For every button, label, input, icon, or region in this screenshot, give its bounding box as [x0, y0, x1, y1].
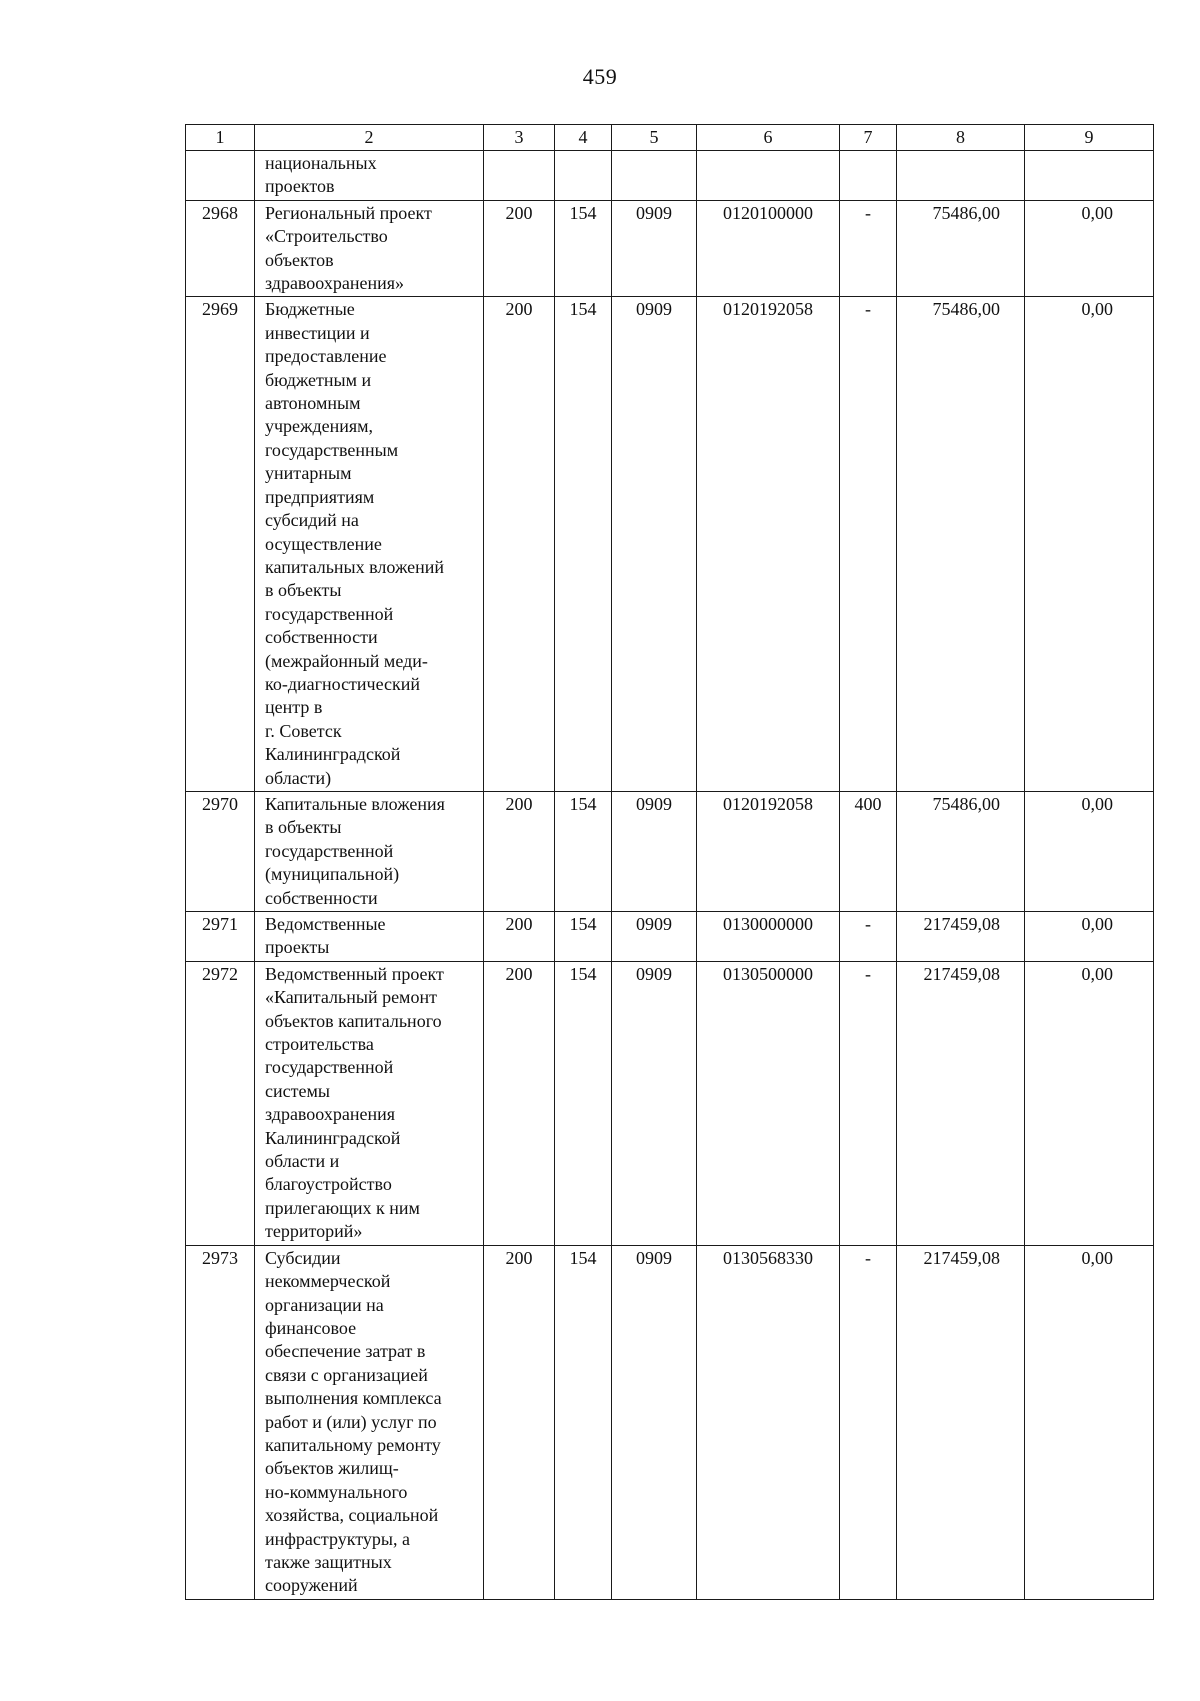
row-col-8: 75486,00: [897, 791, 1025, 911]
row-col-9: 0,00: [1025, 791, 1154, 911]
row-name: Ведомственные проекты: [255, 912, 484, 962]
header-col-9: 9: [1025, 125, 1154, 151]
header-col-8: 8: [897, 125, 1025, 151]
continuation-row: [186, 151, 1154, 201]
row-col-7: -: [840, 297, 897, 792]
row-col-4: 154: [555, 200, 612, 297]
row-col-7: -: [840, 961, 897, 1245]
header-col-3: 3: [484, 125, 555, 151]
table-row: [186, 791, 1154, 911]
row-col-3: 200: [484, 200, 555, 297]
header-row: [186, 125, 1154, 151]
row-col-3: [484, 151, 555, 201]
row-col-9: 0,00: [1025, 961, 1154, 1245]
row-col-5: [612, 151, 697, 201]
row-number: 2973: [186, 1245, 255, 1599]
row-col-8: 217459,08: [897, 961, 1025, 1245]
table-row: [186, 297, 1154, 792]
row-col-6: 0120100000: [697, 200, 840, 297]
row-col-4: 154: [555, 1245, 612, 1599]
header-col-5: 5: [612, 125, 697, 151]
row-col-8: 217459,08: [897, 912, 1025, 962]
row-col-7: 400: [840, 791, 897, 911]
row-col-9: 0,00: [1025, 200, 1154, 297]
row-col-3: 200: [484, 1245, 555, 1599]
row-number: 2971: [186, 912, 255, 962]
budget-table: [185, 124, 1154, 1600]
row-col-3: 200: [484, 961, 555, 1245]
row-col-5: 0909: [612, 912, 697, 962]
row-number: [186, 151, 255, 201]
row-col-8: 75486,00: [897, 297, 1025, 792]
row-col-7: -: [840, 912, 897, 962]
table-row: [186, 912, 1154, 962]
row-name: Региональный проект «Строительство объектов здравоохранения»: [255, 200, 484, 297]
table-row: [186, 200, 1154, 297]
header-col-6: 6: [697, 125, 840, 151]
row-col-9: 0,00: [1025, 912, 1154, 962]
row-col-3: 200: [484, 912, 555, 962]
row-name: национальных проектов: [255, 151, 484, 201]
row-col-5: 0909: [612, 791, 697, 911]
row-col-5: 0909: [612, 1245, 697, 1599]
row-name: Капитальные вложения в объекты государственной (муниципальной) собственности: [255, 791, 484, 911]
row-col-9: 0,00: [1025, 1245, 1154, 1599]
row-col-8: [897, 151, 1025, 201]
row-col-5: 0909: [612, 297, 697, 792]
header-col-1: 1: [186, 125, 255, 151]
row-col-4: 154: [555, 961, 612, 1245]
row-col-4: 154: [555, 912, 612, 962]
header-col-7: 7: [840, 125, 897, 151]
row-col-6: 0130000000: [697, 912, 840, 962]
row-col-3: 200: [484, 791, 555, 911]
row-col-4: 154: [555, 791, 612, 911]
table-row: [186, 961, 1154, 1245]
row-number: 2968: [186, 200, 255, 297]
row-col-5: 0909: [612, 961, 697, 1245]
row-number: 2972: [186, 961, 255, 1245]
header-col-4: 4: [555, 125, 612, 151]
row-number: 2970: [186, 791, 255, 911]
row-col-8: 217459,08: [897, 1245, 1025, 1599]
row-col-6: 0130500000: [697, 961, 840, 1245]
page-number: 459: [582, 64, 618, 89]
row-col-8: 75486,00: [897, 200, 1025, 297]
row-name: Субсидии некоммерческой организации на финансовое обеспечение затрат в связи с организацией выполнения комплекса работ и (или) услуг по капитальному ремонту объектов жилищ- но-коммунального хозяйства, социальной инфраструктуры, а также защитных сооружений: [255, 1245, 484, 1599]
row-col-7: [840, 151, 897, 201]
table-row: [186, 1245, 1154, 1599]
row-col-9: 0,00: [1025, 297, 1154, 792]
row-col-9: [1025, 151, 1154, 201]
header-col-2: 2: [255, 125, 484, 151]
row-col-6: [697, 151, 840, 201]
row-col-3: 200: [484, 297, 555, 792]
row-name: Бюджетные инвестиции и предоставление бюджетным и автономным учреждениям, государственным унитарным предприятиям субсидий на осуществление капитальных вложений в объекты государственной собственности (межрайонный меди- ко-диагностический центр в г. Советск Калининградской области): [255, 297, 484, 792]
row-col-7: -: [840, 1245, 897, 1599]
row-name: Ведомственный проект «Капитальный ремонт объектов капитального строительства государственной системы здравоохранения Калининградской области и благоустройство прилегающих к ним территорий»: [255, 961, 484, 1245]
row-col-7: -: [840, 200, 897, 297]
row-col-6: 0120192058: [697, 297, 840, 792]
row-col-5: 0909: [612, 200, 697, 297]
row-col-4: 154: [555, 297, 612, 792]
row-number: 2969: [186, 297, 255, 792]
row-col-6: 0120192058: [697, 791, 840, 911]
row-col-6: 0130568330: [697, 1245, 840, 1599]
row-col-4: [555, 151, 612, 201]
